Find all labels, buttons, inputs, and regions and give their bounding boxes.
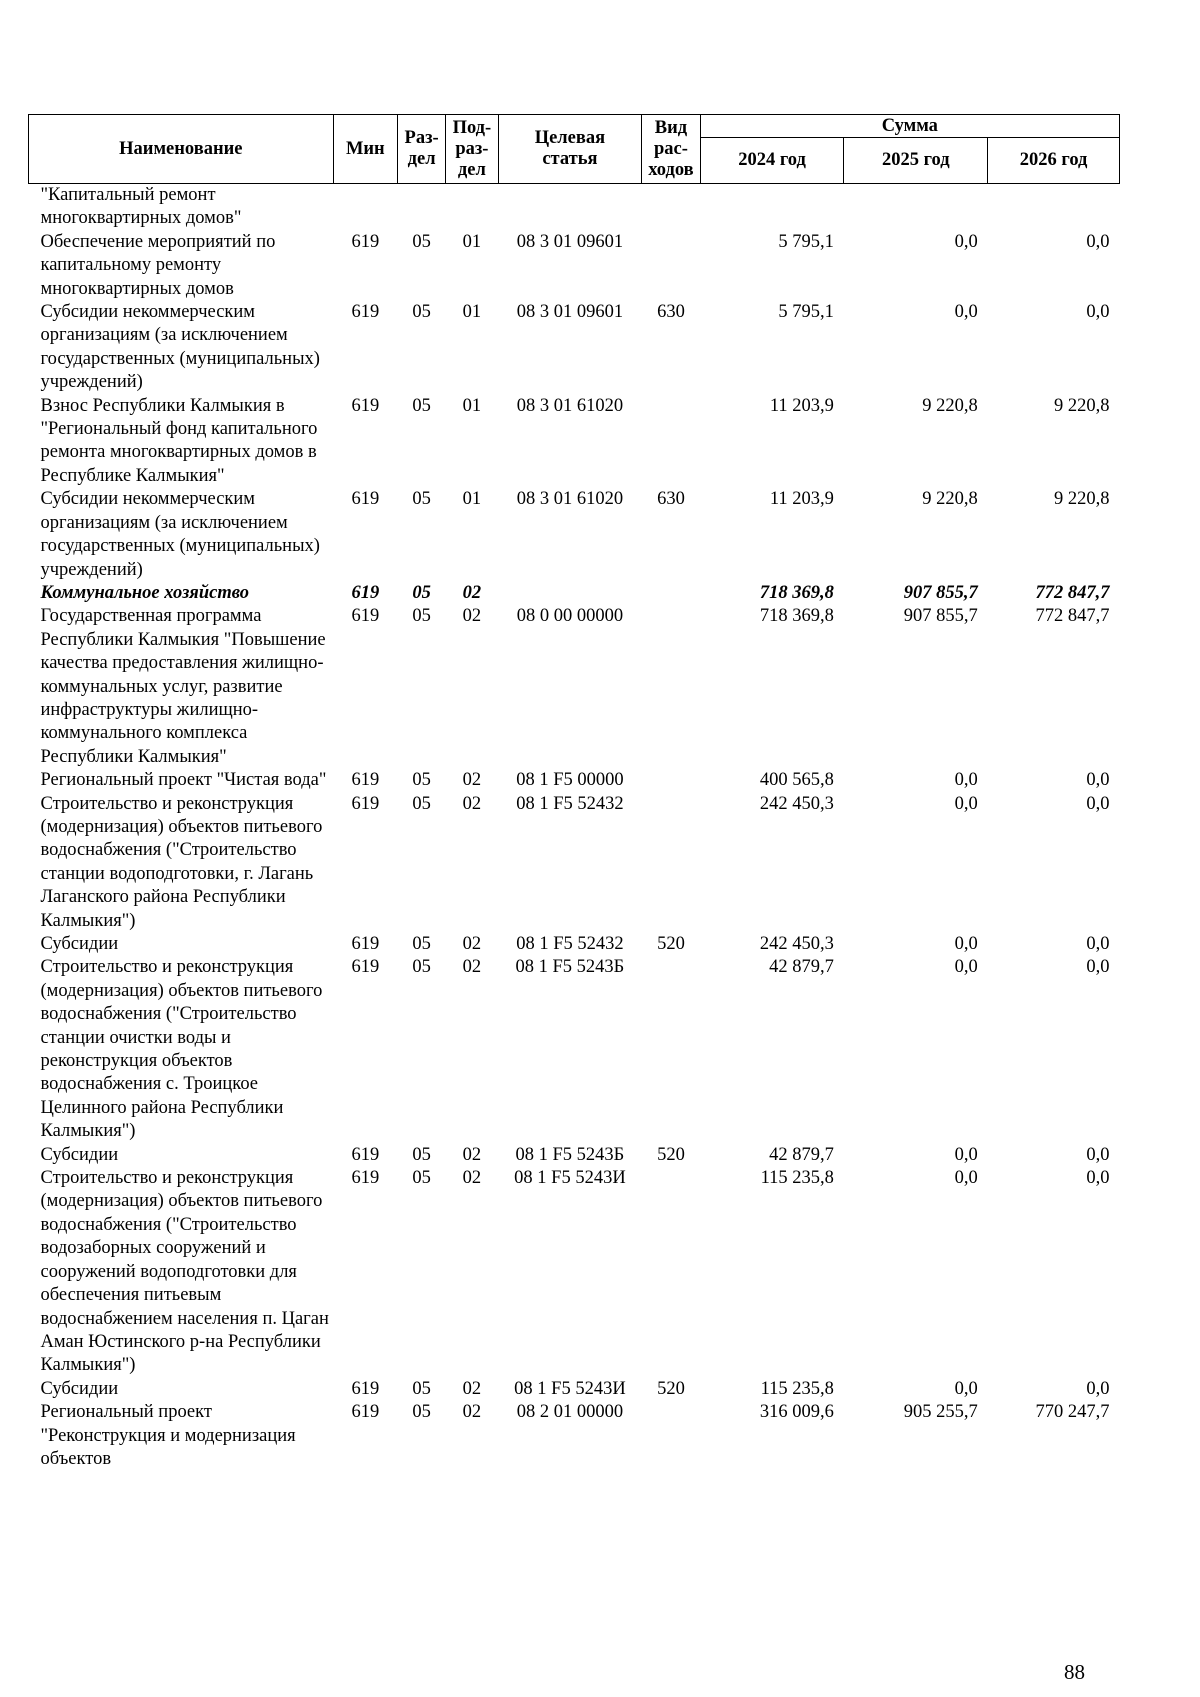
header-name: Наименование [29, 115, 334, 184]
cell-vid-rashodov [642, 1167, 700, 1378]
cell-min: 619 [351, 302, 380, 323]
cell-celevaya-statya: 08 1 F5 5243Б [515, 1144, 625, 1165]
cell-name: Субсидии некоммерческим организациям (за исключением государственных (муниципальных) учреждений) [40, 302, 320, 393]
cell-vid-rashodov: 520 [657, 934, 685, 954]
header-vid-rashodov: Вид рас- ходов [642, 115, 700, 184]
cell-min: 619 [351, 582, 380, 603]
table-row [29, 769, 1120, 792]
cell-min [333, 184, 397, 231]
cell-sum-2025: 0,0 [954, 1378, 978, 1399]
cell-sum-2024: 115 235,8 [760, 1168, 834, 1189]
cell-name: Субсидии [40, 934, 119, 954]
cell-sum-2025: 0,0 [954, 302, 978, 323]
table-row [29, 184, 1120, 231]
cell-vid-rashodov: 630 [657, 489, 685, 510]
table-row [29, 933, 1120, 956]
cell-sum-2024: 242 450,3 [759, 934, 834, 954]
cell-min: 619 [351, 770, 380, 791]
cell-min: 619 [351, 1144, 380, 1165]
cell-vid-rashodov [642, 605, 700, 769]
cell-sum-2024: 42 879,7 [769, 957, 834, 978]
table-row [29, 395, 1120, 489]
cell-sum-2025 [844, 184, 988, 231]
cell-celevaya-statya: 08 1 F5 5243Б [515, 957, 625, 978]
header-min: Мин [333, 115, 397, 184]
table-row [29, 1167, 1120, 1378]
cell-name: Строительство и реконструкция (модернизация) объектов питьевого водоснабжения ("Строительство водозаборных сооружений и сооружений водоподготовки для обеспечения питьевым водоснабжением населения п. Цаган Аман Юстинского р-на Республики Калмыкия") [40, 1168, 329, 1376]
cell-vid-rashodov: 630 [657, 302, 685, 323]
cell-sum-2026: 0,0 [1086, 231, 1110, 252]
table-row [29, 793, 1120, 933]
header-year-2025: 2025 год [844, 138, 988, 184]
cell-vid-rashodov [642, 395, 700, 489]
cell-name: Строительство и реконструкция (модернизация) объектов питьевого водоснабжения ("Строительство станции очистки воды и реконструкция объектов водоснабжения с. Троицкое Целинного района Республики Калмыкия") [40, 957, 323, 1142]
cell-vid-rashodov [642, 231, 700, 301]
cell-sum-2026: 772 847,7 [1035, 582, 1110, 603]
cell-name: Субсидии [40, 1378, 119, 1399]
cell-min: 619 [351, 1402, 380, 1423]
cell-razdel: 05 [412, 934, 431, 954]
cell-sum-2026 [988, 184, 1120, 231]
cell-podrazdel: 02 [462, 934, 482, 954]
cell-sum-2025: 905 255,7 [903, 1402, 978, 1423]
cell-name: Региональный проект "Реконструкция и модернизация объектов [40, 1402, 296, 1469]
cell-podrazdel: 02 [462, 1168, 482, 1189]
table-row [29, 488, 1120, 582]
cell-sum-2025: 0,0 [954, 793, 978, 814]
cell-sum-2025: 0,0 [954, 231, 978, 252]
cell-sum-2026: 0,0 [1086, 770, 1110, 791]
table-row [29, 582, 1120, 605]
header-razdel: Раз- дел [398, 115, 446, 184]
cell-razdel [398, 184, 446, 231]
cell-sum-2026: 0,0 [1086, 793, 1110, 814]
table-row [29, 956, 1120, 1143]
cell-celevaya-statya: 08 1 F5 00000 [516, 770, 624, 791]
cell-sum-2025: 0,0 [954, 934, 978, 954]
cell-sum-2025: 907 855,7 [903, 582, 978, 603]
table-row [29, 301, 1120, 395]
cell-name: Коммунальное хозяйство [40, 582, 249, 603]
cell-podrazdel: 02 [462, 582, 482, 603]
cell-vid-rashodov [642, 184, 700, 231]
header-podrazdel: Под- раз- дел [446, 115, 498, 184]
cell-min: 619 [351, 231, 380, 252]
cell-sum-2026: 9 220,8 [1054, 395, 1110, 416]
header-summa: Сумма [700, 115, 1119, 138]
cell-vid-rashodov [642, 582, 700, 605]
cell-podrazdel: 02 [462, 793, 482, 814]
cell-razdel: 05 [412, 395, 431, 416]
cell-name: Обеспечение мероприятий по капитальному ремонту многоквартирных домов [40, 231, 276, 299]
cell-sum-2025: 0,0 [954, 770, 978, 791]
cell-razdel: 05 [412, 606, 431, 627]
page-number: 88 [1064, 1660, 1085, 1684]
cell-razdel: 05 [412, 1168, 431, 1189]
cell-razdel: 05 [412, 489, 431, 510]
cell-razdel: 05 [412, 770, 431, 791]
cell-min: 619 [351, 395, 380, 416]
cell-name: Региональный проект "Чистая вода" [40, 770, 327, 791]
table-row [29, 1378, 1120, 1401]
cell-vid-rashodov: 520 [657, 1378, 685, 1399]
cell-sum-2025: 0,0 [954, 1168, 978, 1189]
table-row [29, 605, 1120, 769]
cell-podrazdel: 02 [462, 606, 482, 627]
header-celevaya-statya: Целевая статья [498, 115, 642, 184]
cell-razdel: 05 [412, 302, 431, 323]
cell-sum-2026: 0,0 [1086, 1144, 1110, 1165]
cell-name: Взнос Республики Калмыкия в "Региональный фонд капитального ремонта многоквартирных домов в Республике Калмыкия" [40, 395, 318, 486]
cell-min: 619 [351, 793, 380, 814]
cell-sum-2024: 11 203,9 [769, 489, 834, 510]
cell-podrazdel [446, 184, 498, 231]
cell-celevaya-statya: 08 1 F5 5243И [514, 1378, 626, 1399]
cell-sum-2024: 115 235,8 [760, 1378, 834, 1399]
cell-sum-2025: 0,0 [954, 957, 978, 978]
cell-podrazdel: 01 [462, 489, 482, 510]
cell-min: 619 [351, 934, 380, 954]
cell-razdel: 05 [412, 793, 431, 814]
cell-razdel: 05 [412, 1378, 431, 1399]
cell-celevaya-statya [498, 582, 642, 605]
cell-podrazdel: 02 [462, 1402, 482, 1423]
cell-sum-2024: 5 795,1 [778, 231, 834, 252]
cell-razdel: 05 [412, 957, 431, 978]
cell-razdel: 05 [412, 582, 431, 603]
table-row [29, 1401, 1120, 1471]
cell-vid-rashodov [642, 793, 700, 933]
cell-razdel: 05 [412, 231, 431, 252]
cell-sum-2026: 9 220,8 [1054, 489, 1110, 510]
header-year-2024: 2024 год [700, 138, 844, 184]
cell-celevaya-statya: 08 3 01 09601 [516, 231, 624, 252]
cell-vid-rashodov [642, 1401, 700, 1471]
cell-min: 619 [351, 606, 380, 627]
cell-podrazdel: 01 [462, 395, 482, 416]
cell-podrazdel: 02 [462, 957, 482, 978]
budget-table [28, 114, 1120, 1471]
cell-sum-2024: 5 795,1 [778, 302, 834, 323]
cell-name: "Капитальный ремонт многоквартирных домов" [40, 185, 242, 229]
header-year-2026: 2026 год [988, 138, 1120, 184]
cell-sum-2024: 11 203,9 [769, 395, 834, 416]
cell-min: 619 [351, 489, 380, 510]
table-body [29, 184, 1120, 1472]
cell-celevaya-statya: 08 0 00 00000 [516, 606, 624, 627]
cell-name: Строительство и реконструкция (модернизация) объектов питьевого водоснабжения ("Строительство станции водоподготовки, г. Лагань Лаганского района Республики Калмыкия") [40, 793, 323, 931]
table-row [29, 231, 1120, 301]
cell-vid-rashodov [642, 956, 700, 1143]
cell-sum-2026: 0,0 [1086, 957, 1110, 978]
cell-min: 619 [351, 1378, 380, 1399]
cell-podrazdel: 02 [462, 770, 482, 791]
cell-name: Субсидии некоммерческим организациям (за исключением государственных (муниципальных) учреждений) [40, 489, 320, 580]
cell-name: Субсидии [40, 1144, 119, 1165]
cell-celevaya-statya: 08 3 01 09601 [516, 302, 624, 323]
cell-podrazdel: 01 [462, 231, 482, 252]
cell-podrazdel: 02 [462, 1144, 482, 1165]
table-header [29, 115, 1120, 184]
cell-sum-2024 [700, 184, 844, 231]
cell-name: Государственная программа Республики Калмыкия "Повышение качества предоставления жилищно-коммунальных услуг, развитие инфраструктуры жилищно-коммунального комплекса Республики Калмыкия" [40, 606, 326, 767]
cell-sum-2024: 400 565,8 [759, 770, 834, 791]
cell-razdel: 05 [412, 1144, 431, 1165]
cell-sum-2025: 907 855,7 [903, 606, 978, 627]
cell-sum-2025: 9 220,8 [922, 395, 978, 416]
cell-podrazdel: 01 [462, 302, 482, 323]
cell-razdel: 05 [412, 1402, 431, 1423]
cell-podrazdel: 02 [462, 1378, 482, 1399]
cell-sum-2026: 0,0 [1086, 934, 1110, 954]
cell-vid-rashodov [642, 769, 700, 792]
cell-min: 619 [351, 1168, 380, 1189]
cell-sum-2026: 770 247,7 [1035, 1402, 1110, 1423]
cell-sum-2024: 242 450,3 [759, 793, 834, 814]
cell-celevaya-statya: 08 1 F5 52432 [516, 934, 624, 954]
cell-vid-rashodov: 520 [657, 1144, 685, 1165]
cell-celevaya-statya: 08 3 01 61020 [516, 489, 624, 510]
cell-celevaya-statya [498, 184, 642, 231]
cell-sum-2026: 0,0 [1086, 302, 1110, 323]
cell-sum-2026: 772 847,7 [1035, 606, 1110, 627]
cell-sum-2024: 316 009,6 [759, 1402, 834, 1423]
cell-sum-2026: 0,0 [1086, 1168, 1110, 1189]
cell-sum-2024: 718 369,8 [759, 582, 834, 603]
cell-celevaya-statya: 08 1 F5 52432 [516, 793, 624, 814]
cell-sum-2025: 9 220,8 [922, 489, 978, 510]
cell-celevaya-statya: 08 1 F5 5243И [514, 1168, 626, 1189]
cell-sum-2025: 0,0 [954, 1144, 978, 1165]
cell-sum-2024: 718 369,8 [759, 606, 834, 627]
cell-min: 619 [351, 957, 380, 978]
cell-celevaya-statya: 08 3 01 61020 [516, 395, 624, 416]
cell-sum-2026: 0,0 [1086, 1378, 1110, 1399]
cell-sum-2024: 42 879,7 [769, 1144, 834, 1165]
cell-celevaya-statya: 08 2 01 00000 [516, 1402, 624, 1423]
table-row [29, 1144, 1120, 1167]
